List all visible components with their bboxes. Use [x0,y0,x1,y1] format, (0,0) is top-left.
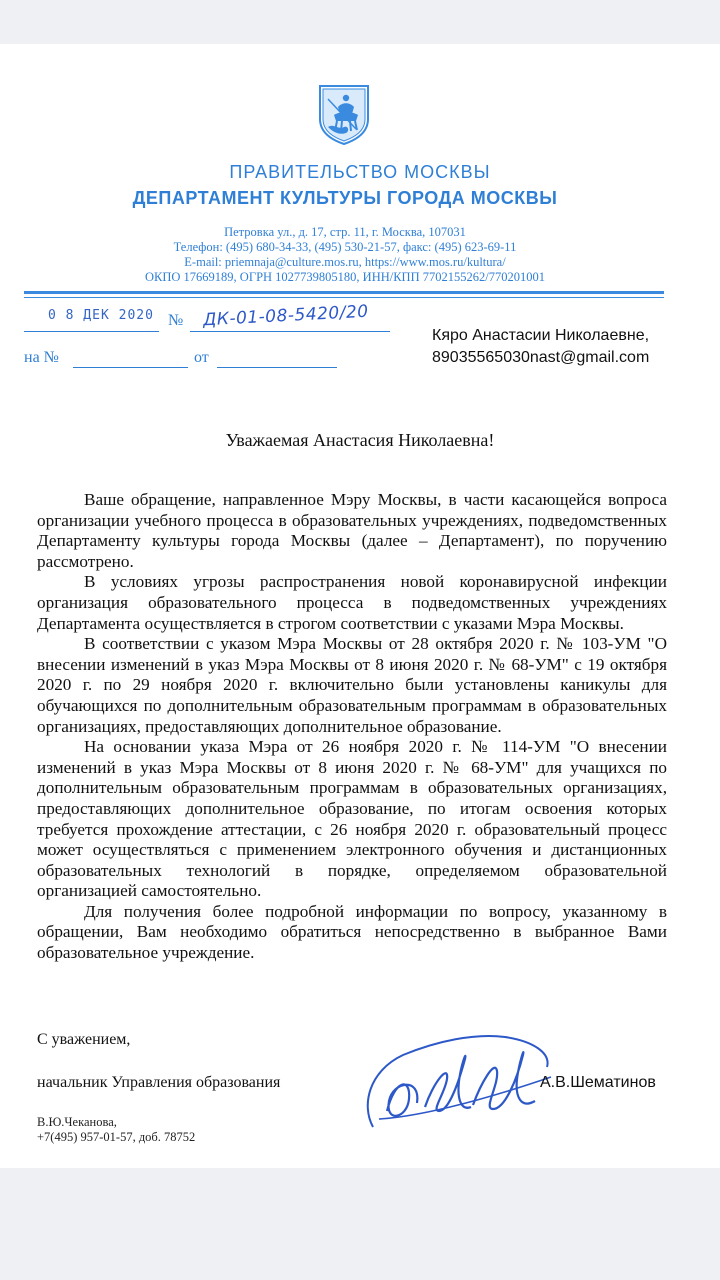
signer-position: начальник Управления образования [37,1074,281,1091]
email-line: E-mail: priemnaja@culture.mos.ru, https://www.mos.ru/kultura/ [184,255,506,269]
handwritten-outgoing-number: ДК-01-08-5420/20 [202,301,370,331]
date-field-line [24,331,159,332]
handwritten-signature [355,1019,555,1139]
reference-field-line [73,367,188,368]
number-label: № [168,312,184,329]
executor-name: В.Ю.Чеканова, [37,1115,117,1129]
letter-body [37,490,667,964]
date-stamp: 0 8 ДЕК 2020 [48,308,154,323]
paragraph: Для получения более подробной информации по вопросу, указанному в обращении, Вам необходимо обратиться непосредственно в выбранное Вами образовательное учреждение. [37,901,667,963]
government-title: ПРАВИТЕЛЬСТВО МОСКВЫ [229,162,491,182]
paragraph: На основании указа Мэра от 26 ноября 2020 г. № 114-УМ "О внесении изменений в указ Мэра Москвы от 8 июня 2020 г. № 68-УМ" для учащихся по дополнительным образовательным программам в образовательных организациях, предоставляющих дополнительное образование, по итогам освоения которых требуется прохождение аттестации, с 26 ноября 2020 г. образовательный процесс может осуществляться с применением электронного обучения и дистанционных образовательных технологий в порядке, определяемом образовательной организацией самостоятельно. [37,737,667,901]
paragraph: В соответствии с указом Мэра Москвы от 28 октября 2020 г. № 103-УМ "О внесении изменений в указ Мэра Москвы от 8 июня 2020 г. № 68-УМ" с 19 октября 2020 г. по 29 ноября 2020 г. включительно были установлены каникулы для обучающихся по дополнительным образовательным программам в образовательных организациях, предоставляющих дополнительное образование. [37,634,667,736]
phone-line: Телефон: (495) 680-34-33, (495) 530-21-57, факс: (495) 623-69-11 [173,240,517,254]
from-label: от [194,349,209,366]
executor-phone: +7(495) 957-01-57, доб. 78752 [37,1130,196,1144]
address-line: Петровка ул., д. 17, стр. 11, г. Москва, 107031 [224,225,466,239]
paragraph: В условиях угрозы распространения новой коронавирусной инфекции организация образовательного процесса в подведомственных учреждениях Департамента осуществляется в строгом соответствии с указами Мэра Москвы. [37,572,667,633]
greeting: Уважаемая Анастасия Николаевна! [225,430,495,450]
department-title: ДЕПАРТАМЕНТ КУЛЬТУРЫ ГОРОДА МОСКВЫ [132,188,558,208]
number-field-line [190,331,390,332]
letterhead-divider-thin [24,297,664,298]
addressee-contact: 89035565030nast@gmail.com [432,349,650,366]
addressee-name: Кяро Анастасии Николаевне, [432,327,650,344]
closing-regards: С уважением, [37,1031,131,1048]
paragraph: Ваше обращение, направленное Мэру Москвы, в части касающейся вопроса организации учебного процесса в образовательных учреждениях, подведомственных Департаменту культуры города Москвы (далее – Департамент), по поручению рассмотрено. [37,490,667,571]
letter-page [0,44,720,1168]
letterhead-divider [24,291,664,294]
moscow-coat-of-arms-icon [316,83,372,145]
from-field-line [217,367,337,368]
registry-codes-line: ОКПО 17669189, ОГРН 1027739805180, ИНН/КПП 7702155262/770201001 [145,270,545,284]
signer-name: А.В.Шематинов [540,1074,656,1091]
reference-label: на № [24,349,59,366]
